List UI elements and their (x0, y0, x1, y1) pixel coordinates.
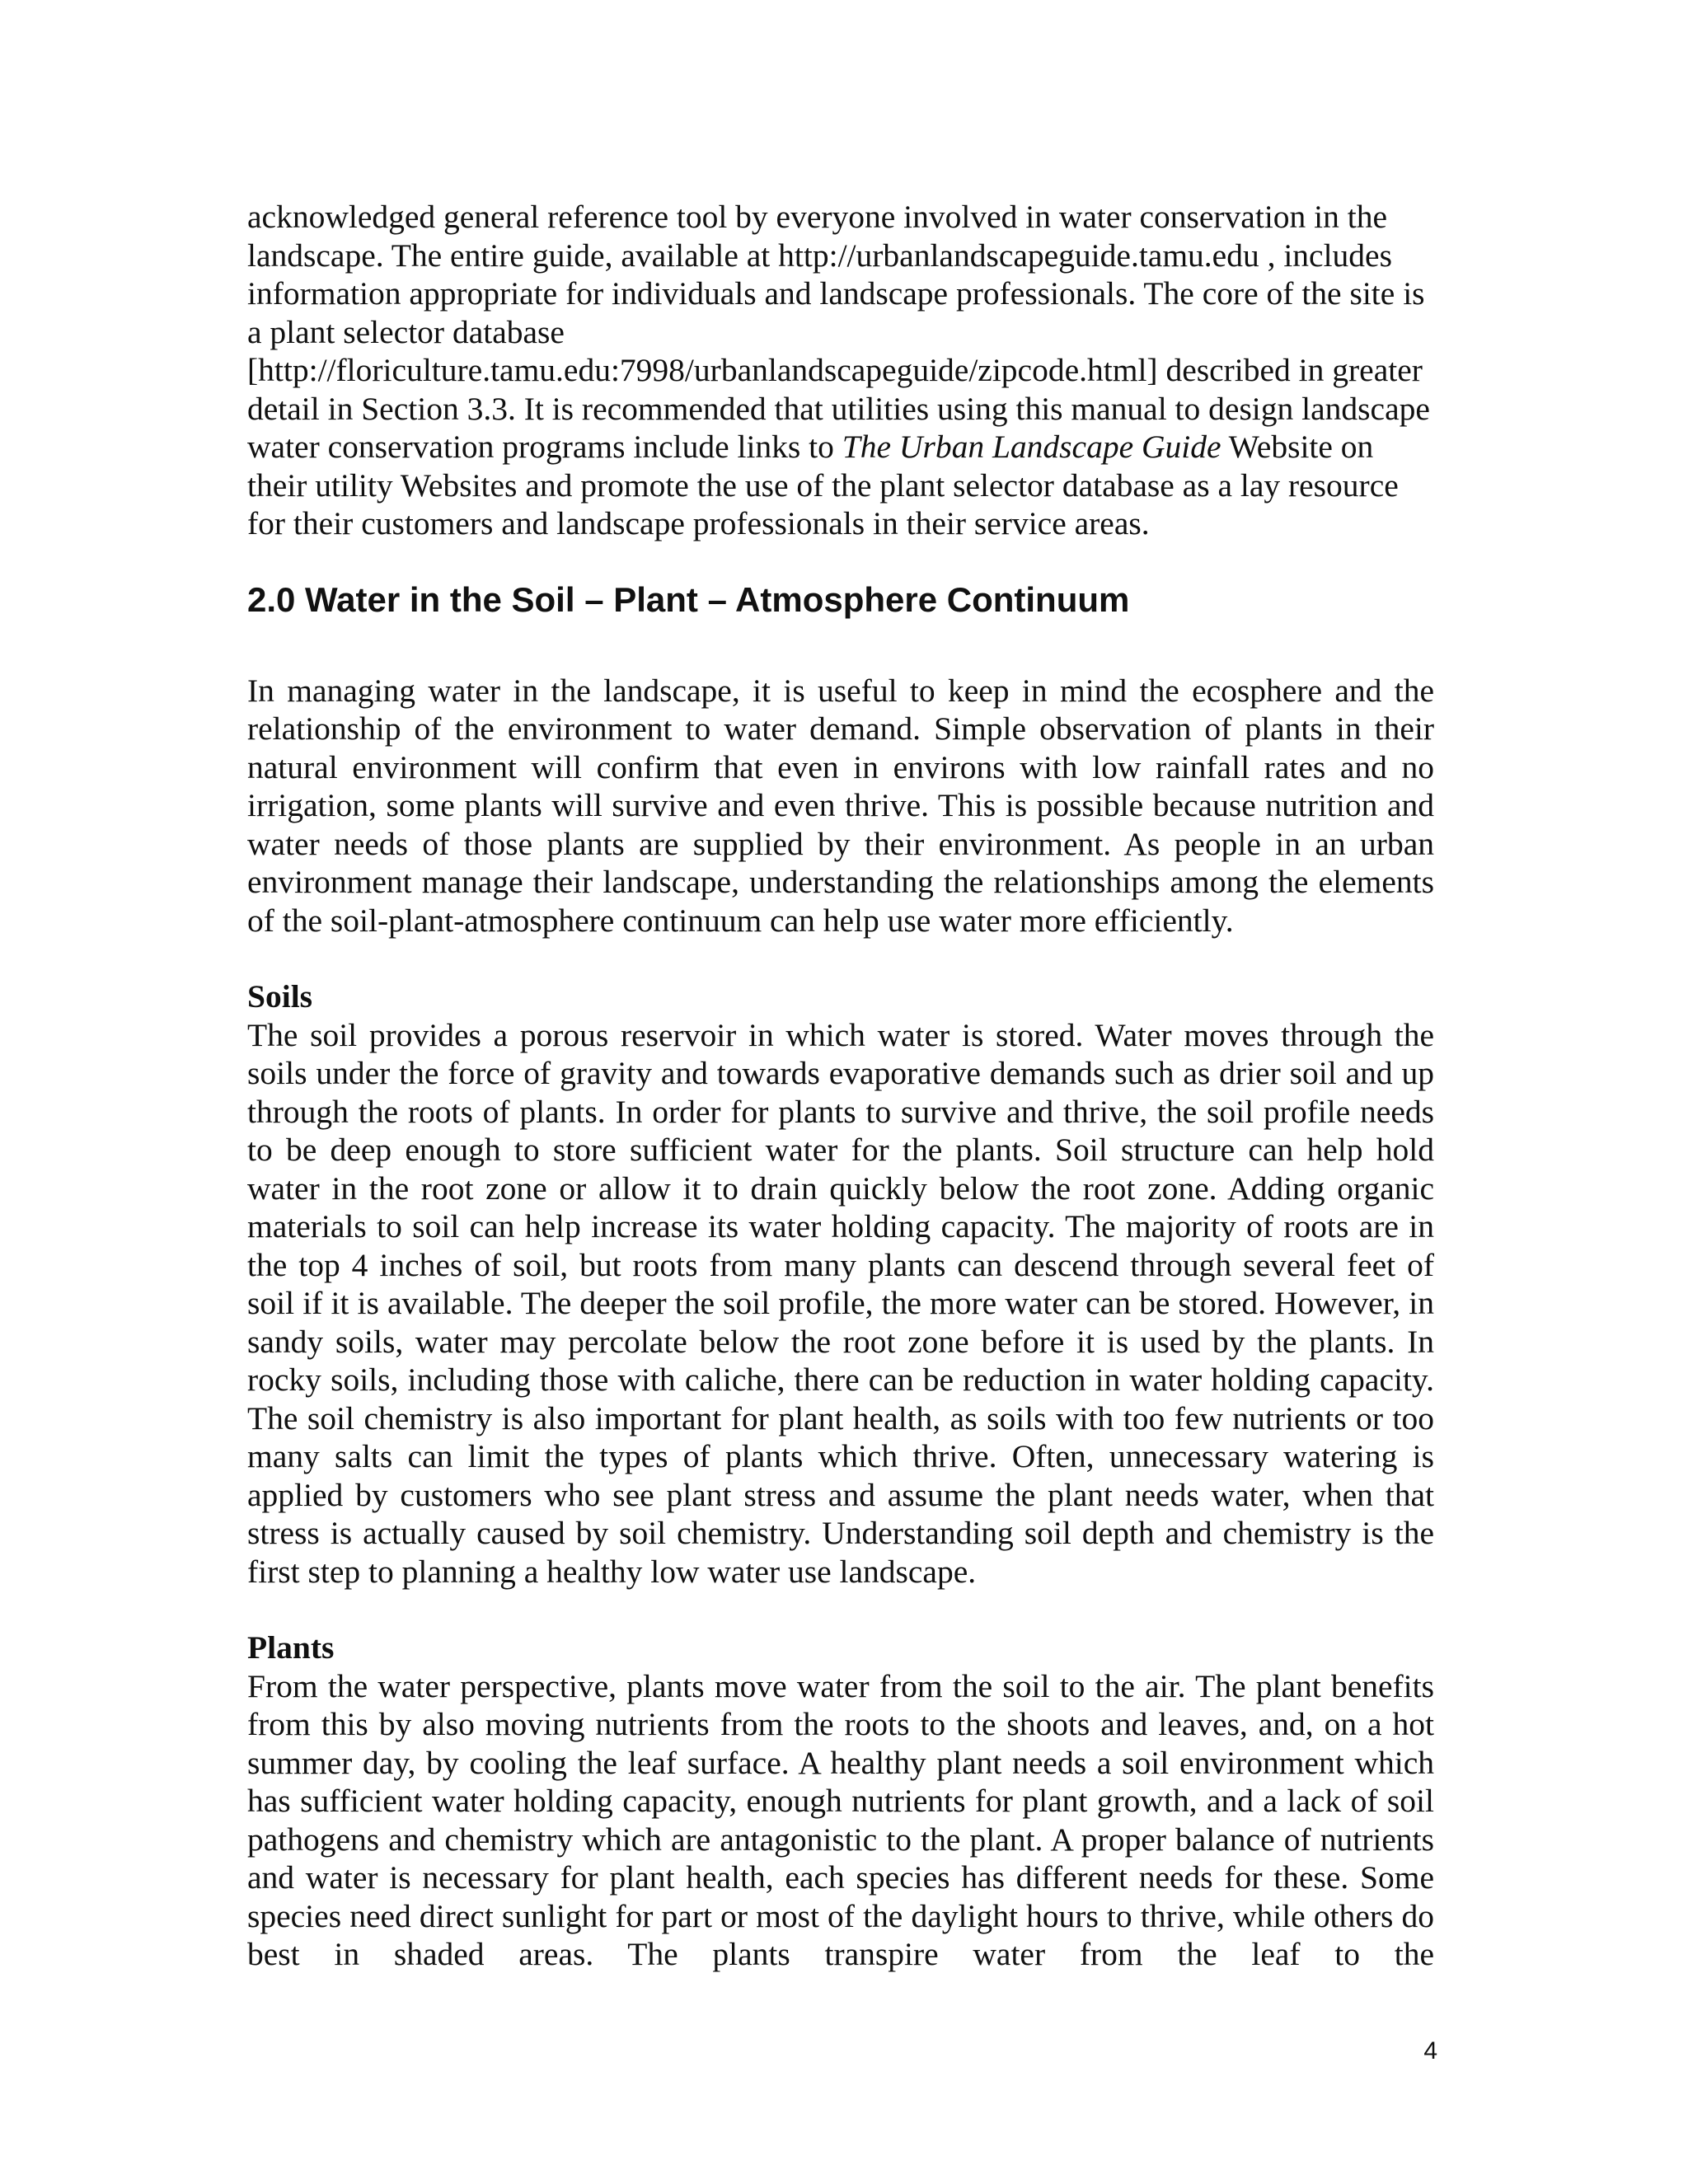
intro-text-part2: Website on their utility Websites and promote the use of the plant selector database as a lay resource for their customers and landscape professionals in their service areas. (247, 429, 1399, 541)
soils-heading: Soils (247, 978, 313, 1015)
document-page (247, 198, 1434, 1974)
soils-paragraph: The soil provides a porous reservoir in which water is stored. Water moves through the soils under the force of gravity and towards evaporative demands such as drier soil and up through the roots of plants. In order for plants to survive and thrive, the soil profile needs to be deep enough to store sufficient water for the plants. Soil structure can help hold water in the root zone or allow it to drain quickly below the root zone. Adding organic materials to soil can help increase its water holding capacity. The majority of roots are in the top 4 inches of soil, but roots from many plants can descend through several feet of soil if it is available. The deeper the soil profile, the more water can be stored. However, in sandy soils, water may percolate below the root zone before it is used by the plants. In rocky soils, including those with caliche, there can be reduction in water holding capacity. The soil chemistry is also important for plant health, as soils with too few nutrients or too many salts can limit the types of plants which thrive. Often, unnecessary watering is applied by customers who see plant stress and assume the plant needs water, when that stress is actually caused by soil chemistry. Understanding soil depth and chemistry is the first step to planning a healthy low water use landscape. (247, 1016, 1434, 1590)
plants-paragraph: From the water perspective, plants move water from the soil to the air. The plant benefits from this by also moving nutrients from the roots to the shoots and leaves, and, on a hot summer day, by cooling the leaf surface. A healthy plant needs a soil environment which has sufficient water holding capacity, enough nutrients for plant growth, and a lack of soil pathogens and chemistry which are antagonistic to the plant. A proper balance of nutrients and water is necessary for plant health, each species has different needs for these. Some species need direct sunlight for part or most of the daylight hours to thrive, while others do best in shaded areas. The plants transpire water from the leaf to the (247, 1667, 1434, 1972)
intro-paragraph (247, 198, 1434, 543)
guide-title-italic: The Urban Landscape Guide (842, 429, 1221, 465)
plants-heading: Plants (247, 1629, 335, 1666)
section-heading: 2.0 Water in the Soil – Plant – Atmosphere Continuum (247, 579, 1130, 619)
intro-text-part1: acknowledged general reference tool by everyone involved in water conservation in the landscape. The entire guide, available at http://urbanlandscapeguide.tamu.edu , includes information appropriate for individuals and landscape professionals. The core of the site is a plant selector database [http://floriculture.tamu.edu:7998/urbanlandscapeguide/zipcode.html] described in greater detail in Section 3.3. It is recommended that utilities using this manual to design landscape water conservation programs include links to (247, 199, 1430, 465)
page-number: 4 (1423, 2037, 1437, 2064)
section-intro-paragraph: In managing water in the landscape, it is useful to keep in mind the ecosphere and the relationship of the environment to water demand. Simple observation of plants in their natural environment will confirm that even in environs with low rainfall rates and no irrigation, some plants will survive and even thrive. This is possible because nutrition and water needs of those plants are supplied by their environment. As people in an urban environment manage their landscape, understanding the relationships among the elements of the soil-plant-atmosphere continuum can help use water more efficiently. (247, 672, 1434, 939)
